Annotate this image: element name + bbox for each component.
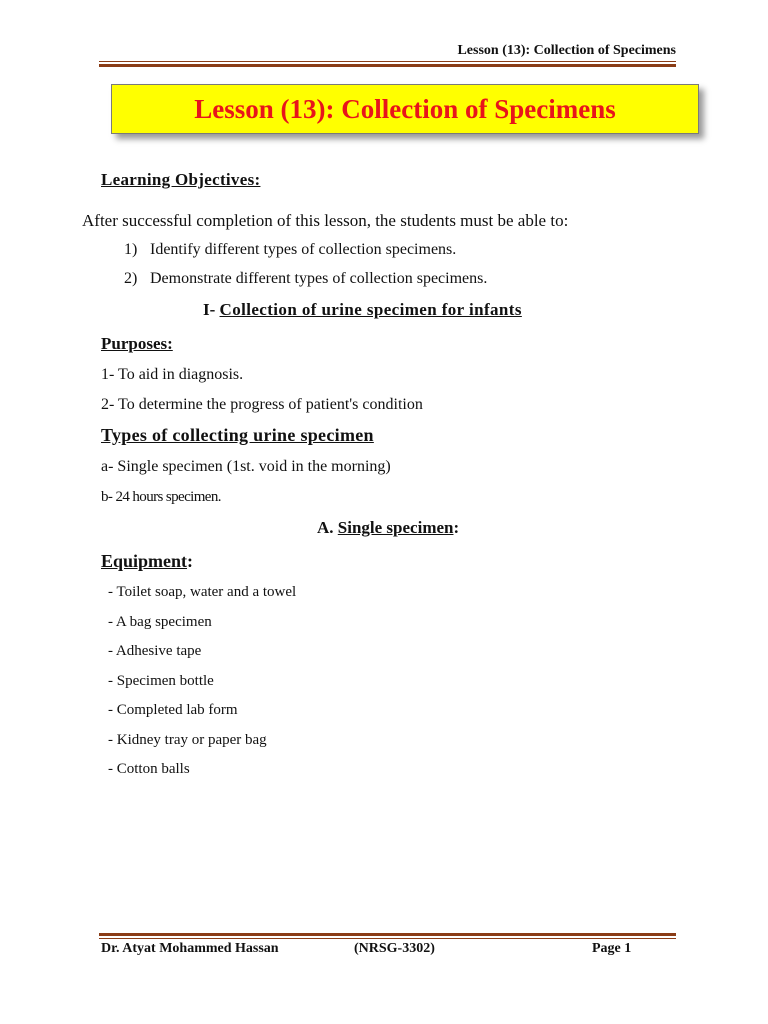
equipment-item: - A bag specimen [108,614,212,630]
footer-rule-thick [99,933,676,936]
objective-item [124,270,487,288]
subsection-colon: : [453,518,460,537]
footer-rule-thin [99,938,676,939]
types-heading: Types of collecting urine specimen [101,425,374,445]
equipment-heading [101,551,193,572]
running-header-title: Lesson (13): Collection of Specimens [457,43,676,58]
header-rule-thin [99,61,676,62]
footer-course-code: (NRSG-3302) [354,941,435,956]
footer-author: Dr. Atyat Mohammed Hassan [101,941,279,956]
purpose-item: 1- To aid in diagnosis. [101,366,244,383]
section-title: Collection of urine specimen for infants [219,300,522,319]
equipment-item: - Adhesive tape [108,643,202,659]
objective-item [124,241,456,259]
section-number: I- [203,300,216,319]
objective-number: 2) [124,270,138,287]
equipment-colon: : [187,551,194,571]
purposes-heading: Purposes: [101,334,173,353]
subsection-heading [317,518,459,538]
section-heading [203,300,522,320]
equipment-title: Equipment [101,551,188,571]
objective-text: Demonstrate different types of collection specimens. [150,270,488,287]
equipment-item: - Cotton balls [108,761,190,777]
objective-text: Identify different types of collection specimens. [150,241,457,258]
type-item: a- Single specimen (1st. void in the morning) [101,458,391,475]
type-item: b- 24 hours specimen. [101,489,221,505]
learning-objectives-heading: Learning Objectives: [101,170,261,189]
lesson-title: Lesson (13): Collection of Specimens [194,93,616,124]
purpose-item: 2- To determine the progress of patient's condition [101,396,423,413]
lesson-title-box [111,84,699,134]
subsection-letter: A. [317,518,334,537]
footer-page-number: Page 1 [592,941,632,956]
equipment-item: - Completed lab form [108,702,238,718]
equipment-item: - Specimen bottle [108,673,214,689]
objective-number: 1) [124,241,138,258]
header-rule-thick [99,64,676,67]
objectives-intro: After successful completion of this lesson, the students must be able to: [82,211,569,230]
subsection-title: Single specimen [337,518,454,537]
equipment-item: - Toilet soap, water and a towel [108,584,297,600]
equipment-item: - Kidney tray or paper bag [108,732,267,748]
